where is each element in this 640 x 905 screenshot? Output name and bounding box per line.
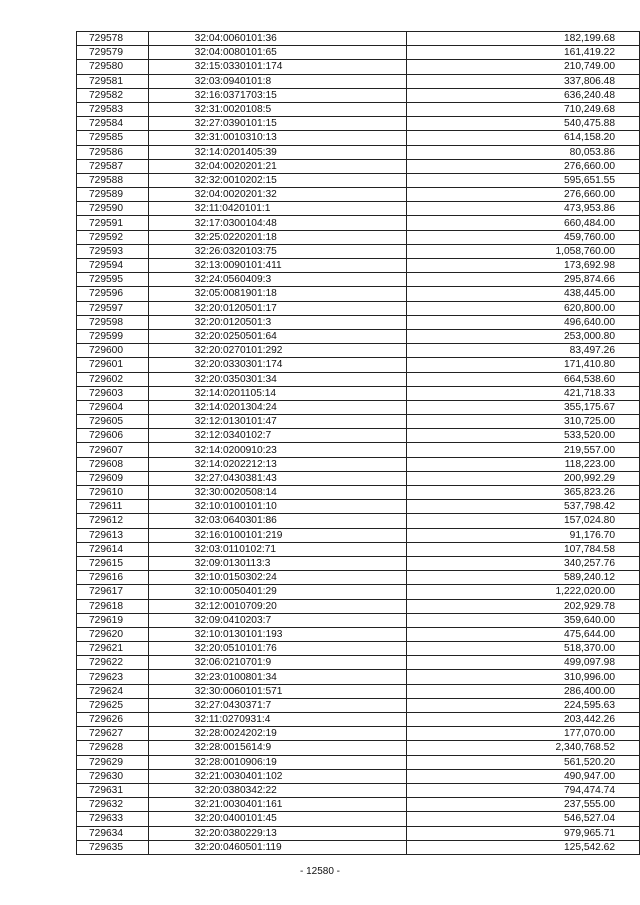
cadastral-number-cell: 32:03:0640301:86 (148, 514, 406, 528)
record-id-cell: 729622 (77, 656, 149, 670)
table-row (77, 216, 640, 230)
cadastral-number-cell: 32:21:0030401:102 (148, 769, 406, 783)
record-id-cell: 729581 (77, 74, 149, 88)
table-row (77, 88, 640, 102)
amount-cell: 459,760.00 (406, 230, 639, 244)
cadastral-number-cell: 32:12:0340102:7 (148, 429, 406, 443)
amount-cell: 340,257.76 (406, 556, 639, 570)
cadastral-number-cell: 32:25:0220201:18 (148, 230, 406, 244)
table-row (77, 287, 640, 301)
amount-cell: 537,798.42 (406, 500, 639, 514)
record-id-cell: 729627 (77, 727, 149, 741)
table-row (77, 528, 640, 542)
amount-cell: 979,965.71 (406, 826, 639, 840)
record-id-cell: 729631 (77, 783, 149, 797)
cadastral-number-cell: 32:26:0320103:75 (148, 244, 406, 258)
cadastral-number-cell: 32:23:0100801:34 (148, 670, 406, 684)
table-row (77, 315, 640, 329)
cadastral-number-cell: 32:03:0110102:71 (148, 542, 406, 556)
table-row (77, 102, 640, 116)
amount-cell: 203,442.26 (406, 713, 639, 727)
table-row (77, 244, 640, 258)
cadastral-number-cell: 32:27:0390101:15 (148, 117, 406, 131)
amount-cell: 173,692.98 (406, 259, 639, 273)
amount-cell: 794,474.74 (406, 783, 639, 797)
table-row (77, 117, 640, 131)
table-row (77, 613, 640, 627)
record-id-cell: 729611 (77, 500, 149, 514)
record-id-cell: 729589 (77, 188, 149, 202)
amount-cell: 496,640.00 (406, 315, 639, 329)
amount-cell: 210,749.00 (406, 60, 639, 74)
record-id-cell: 729578 (77, 32, 149, 46)
record-id-cell: 729583 (77, 102, 149, 116)
amount-cell: 473,953.86 (406, 202, 639, 216)
amount-cell: 660,484.00 (406, 216, 639, 230)
amount-cell: 1,058,760.00 (406, 244, 639, 258)
amount-cell: 224,595.63 (406, 698, 639, 712)
record-id-cell: 729623 (77, 670, 149, 684)
table-row (77, 74, 640, 88)
cadastral-number-cell: 32:04:0060101:36 (148, 32, 406, 46)
table-row (77, 372, 640, 386)
cadastral-number-cell: 32:16:0100101:219 (148, 528, 406, 542)
cadastral-number-cell: 32:20:0400101:45 (148, 812, 406, 826)
amount-cell: 118,223.00 (406, 457, 639, 471)
amount-cell: 595,651.55 (406, 173, 639, 187)
record-id-cell: 729624 (77, 684, 149, 698)
cadastral-number-cell: 32:11:0420101:1 (148, 202, 406, 216)
cadastral-number-cell: 32:11:0270931:4 (148, 713, 406, 727)
cadastral-number-cell: 32:13:0090101:411 (148, 259, 406, 273)
record-id-cell: 729592 (77, 230, 149, 244)
record-id-cell: 729630 (77, 769, 149, 783)
record-id-cell: 729626 (77, 713, 149, 727)
table-row (77, 798, 640, 812)
record-id-cell: 729582 (77, 88, 149, 102)
records-table-body (77, 32, 640, 855)
table-row (77, 329, 640, 343)
table-row (77, 840, 640, 854)
record-id-cell: 729609 (77, 471, 149, 485)
table-row (77, 741, 640, 755)
record-id-cell: 729603 (77, 386, 149, 400)
table-row (77, 826, 640, 840)
amount-cell: 614,158.20 (406, 131, 639, 145)
amount-cell: 310,996.00 (406, 670, 639, 684)
amount-cell: 337,806.48 (406, 74, 639, 88)
record-id-cell: 729607 (77, 443, 149, 457)
record-id-cell: 729634 (77, 826, 149, 840)
cadastral-number-cell: 32:10:0130101:193 (148, 627, 406, 641)
table-row (77, 131, 640, 145)
record-id-cell: 729593 (77, 244, 149, 258)
record-id-cell: 729596 (77, 287, 149, 301)
amount-cell: 310,725.00 (406, 415, 639, 429)
table-row (77, 273, 640, 287)
table-row (77, 727, 640, 741)
cadastral-number-cell: 32:27:0430371:7 (148, 698, 406, 712)
amount-cell: 664,538.60 (406, 372, 639, 386)
cadastral-number-cell: 32:27:0430381:43 (148, 471, 406, 485)
amount-cell: 561,520.20 (406, 755, 639, 769)
record-id-cell: 729617 (77, 585, 149, 599)
amount-cell: 237,555.00 (406, 798, 639, 812)
amount-cell: 710,249.68 (406, 102, 639, 116)
cadastral-number-cell: 32:16:0371703:15 (148, 88, 406, 102)
cadastral-number-cell: 32:28:0024202:19 (148, 727, 406, 741)
record-id-cell: 729616 (77, 571, 149, 585)
table-row (77, 656, 640, 670)
amount-cell: 490,947.00 (406, 769, 639, 783)
cadastral-number-cell: 32:14:0200910:23 (148, 443, 406, 457)
cadastral-number-cell: 32:20:0350301:34 (148, 372, 406, 386)
record-id-cell: 729604 (77, 400, 149, 414)
record-id-cell: 729621 (77, 642, 149, 656)
amount-cell: 286,400.00 (406, 684, 639, 698)
record-id-cell: 729610 (77, 486, 149, 500)
record-id-cell: 729635 (77, 840, 149, 854)
record-id-cell: 729618 (77, 599, 149, 613)
table-row (77, 443, 640, 457)
amount-cell: 620,800.00 (406, 301, 639, 315)
cadastral-number-cell: 32:12:0010709:20 (148, 599, 406, 613)
cadastral-number-cell: 32:14:0201405:39 (148, 145, 406, 159)
cadastral-number-cell: 32:04:0020201:32 (148, 188, 406, 202)
cadastral-number-cell: 32:03:0940101:8 (148, 74, 406, 88)
table-row (77, 188, 640, 202)
amount-cell: 589,240.12 (406, 571, 639, 585)
record-id-cell: 729599 (77, 329, 149, 343)
table-row (77, 457, 640, 471)
record-id-cell: 729591 (77, 216, 149, 230)
record-id-cell: 729597 (77, 301, 149, 315)
table-row (77, 486, 640, 500)
table-row (77, 670, 640, 684)
cadastral-number-cell: 32:20:0380229:13 (148, 826, 406, 840)
record-id-cell: 729600 (77, 344, 149, 358)
amount-cell: 200,992.29 (406, 471, 639, 485)
table-row (77, 783, 640, 797)
record-id-cell: 729613 (77, 528, 149, 542)
record-id-cell: 729605 (77, 415, 149, 429)
record-id-cell: 729602 (77, 372, 149, 386)
record-id-cell: 729620 (77, 627, 149, 641)
cadastral-number-cell: 32:06:0210701:9 (148, 656, 406, 670)
record-id-cell: 729632 (77, 798, 149, 812)
amount-cell: 107,784.58 (406, 542, 639, 556)
record-id-cell: 729612 (77, 514, 149, 528)
amount-cell: 2,340,768.52 (406, 741, 639, 755)
table-row (77, 627, 640, 641)
cadastral-number-cell: 32:31:0010310:13 (148, 131, 406, 145)
amount-cell: 83,497.26 (406, 344, 639, 358)
table-row (77, 514, 640, 528)
amount-cell: 438,445.00 (406, 287, 639, 301)
amount-cell: 276,660.00 (406, 159, 639, 173)
table-row (77, 642, 640, 656)
table-row (77, 173, 640, 187)
record-id-cell: 729598 (77, 315, 149, 329)
table-row (77, 301, 640, 315)
page-number: - 12580 - (299, 866, 341, 877)
cadastral-number-cell: 32:15:0330101:174 (148, 60, 406, 74)
cadastral-number-cell: 32:10:0150302:24 (148, 571, 406, 585)
amount-cell: 499,097.98 (406, 656, 639, 670)
cadastral-number-cell: 32:20:0250501:64 (148, 329, 406, 343)
amount-cell: 546,527.04 (406, 812, 639, 826)
cadastral-number-cell: 32:20:0510101:76 (148, 642, 406, 656)
record-id-cell: 729587 (77, 159, 149, 173)
amount-cell: 161,419.22 (406, 46, 639, 60)
cadastral-number-cell: 32:14:0201105:14 (148, 386, 406, 400)
table-row (77, 684, 640, 698)
amount-cell: 533,520.00 (406, 429, 639, 443)
table-row (77, 32, 640, 46)
amount-cell: 540,475.88 (406, 117, 639, 131)
table-row (77, 571, 640, 585)
cadastral-number-cell: 32:05:0081901:18 (148, 287, 406, 301)
cadastral-number-cell: 32:04:0080101:65 (148, 46, 406, 60)
cadastral-number-cell: 32:17:0300104:48 (148, 216, 406, 230)
record-id-cell: 729594 (77, 259, 149, 273)
record-id-cell: 729595 (77, 273, 149, 287)
table-row (77, 358, 640, 372)
table-row (77, 542, 640, 556)
cadastral-number-cell: 32:09:0130113:3 (148, 556, 406, 570)
amount-cell: 182,199.68 (406, 32, 639, 46)
table-row (77, 159, 640, 173)
table-row (77, 812, 640, 826)
amount-cell: 1,222,020.00 (406, 585, 639, 599)
record-id-cell: 729614 (77, 542, 149, 556)
record-id-cell: 729601 (77, 358, 149, 372)
cadastral-number-cell: 32:24:0560409:3 (148, 273, 406, 287)
record-id-cell: 729628 (77, 741, 149, 755)
table-row (77, 500, 640, 514)
table-row (77, 471, 640, 485)
cadastral-number-cell: 32:20:0380342:22 (148, 783, 406, 797)
cadastral-number-cell: 32:20:0330301:174 (148, 358, 406, 372)
cadastral-number-cell: 32:20:0120501:3 (148, 315, 406, 329)
table-row (77, 46, 640, 60)
record-id-cell: 729629 (77, 755, 149, 769)
amount-cell: 421,718.33 (406, 386, 639, 400)
record-id-cell: 729579 (77, 46, 149, 60)
amount-cell: 475,644.00 (406, 627, 639, 641)
cadastral-number-cell: 32:20:0120501:17 (148, 301, 406, 315)
table-row (77, 429, 640, 443)
record-id-cell: 729585 (77, 131, 149, 145)
cadastral-number-cell: 32:09:0410203:7 (148, 613, 406, 627)
cadastral-number-cell: 32:28:0010906:19 (148, 755, 406, 769)
amount-cell: 295,874.66 (406, 273, 639, 287)
amount-cell: 202,929.78 (406, 599, 639, 613)
cadastral-number-cell: 32:21:0030401:161 (148, 798, 406, 812)
amount-cell: 177,070.00 (406, 727, 639, 741)
amount-cell: 276,660.00 (406, 188, 639, 202)
record-id-cell: 729584 (77, 117, 149, 131)
record-id-cell: 729588 (77, 173, 149, 187)
record-id-cell: 729606 (77, 429, 149, 443)
table-row (77, 230, 640, 244)
cadastral-number-cell: 32:10:0050401:29 (148, 585, 406, 599)
records-table (76, 31, 640, 855)
record-id-cell: 729586 (77, 145, 149, 159)
table-row (77, 259, 640, 273)
table-row (77, 713, 640, 727)
cadastral-number-cell: 32:14:0201304:24 (148, 400, 406, 414)
table-row (77, 599, 640, 613)
cadastral-number-cell: 32:10:0100101:10 (148, 500, 406, 514)
amount-cell: 125,542.62 (406, 840, 639, 854)
amount-cell: 219,557.00 (406, 443, 639, 457)
table-row (77, 755, 640, 769)
table-row (77, 344, 640, 358)
table-row (77, 415, 640, 429)
record-id-cell: 729619 (77, 613, 149, 627)
amount-cell: 157,024.80 (406, 514, 639, 528)
cadastral-number-cell: 32:31:0020108:5 (148, 102, 406, 116)
cadastral-number-cell: 32:30:0060101:571 (148, 684, 406, 698)
record-id-cell: 729590 (77, 202, 149, 216)
amount-cell: 171,410.80 (406, 358, 639, 372)
table-row (77, 698, 640, 712)
table-row (77, 60, 640, 74)
record-id-cell: 729615 (77, 556, 149, 570)
cadastral-number-cell: 32:20:0460501:119 (148, 840, 406, 854)
cadastral-number-cell: 32:20:0270101:292 (148, 344, 406, 358)
amount-cell: 253,000.80 (406, 329, 639, 343)
cadastral-number-cell: 32:12:0130101:47 (148, 415, 406, 429)
record-id-cell: 729625 (77, 698, 149, 712)
amount-cell: 80,053.86 (406, 145, 639, 159)
cadastral-number-cell: 32:32:0010202:15 (148, 173, 406, 187)
amount-cell: 518,370.00 (406, 642, 639, 656)
amount-cell: 359,640.00 (406, 613, 639, 627)
table-row (77, 400, 640, 414)
cadastral-number-cell: 32:14:0202212:13 (148, 457, 406, 471)
record-id-cell: 729633 (77, 812, 149, 826)
amount-cell: 91,176.70 (406, 528, 639, 542)
table-row (77, 556, 640, 570)
amount-cell: 355,175.67 (406, 400, 639, 414)
cadastral-number-cell: 32:30:0020508:14 (148, 486, 406, 500)
record-id-cell: 729608 (77, 457, 149, 471)
table-row (77, 145, 640, 159)
table-row (77, 585, 640, 599)
amount-cell: 636,240.48 (406, 88, 639, 102)
table-row (77, 202, 640, 216)
table-row (77, 386, 640, 400)
cadastral-number-cell: 32:28:0015614:9 (148, 741, 406, 755)
record-id-cell: 729580 (77, 60, 149, 74)
amount-cell: 365,823.26 (406, 486, 639, 500)
table-row (77, 769, 640, 783)
cadastral-number-cell: 32:04:0020201:21 (148, 159, 406, 173)
